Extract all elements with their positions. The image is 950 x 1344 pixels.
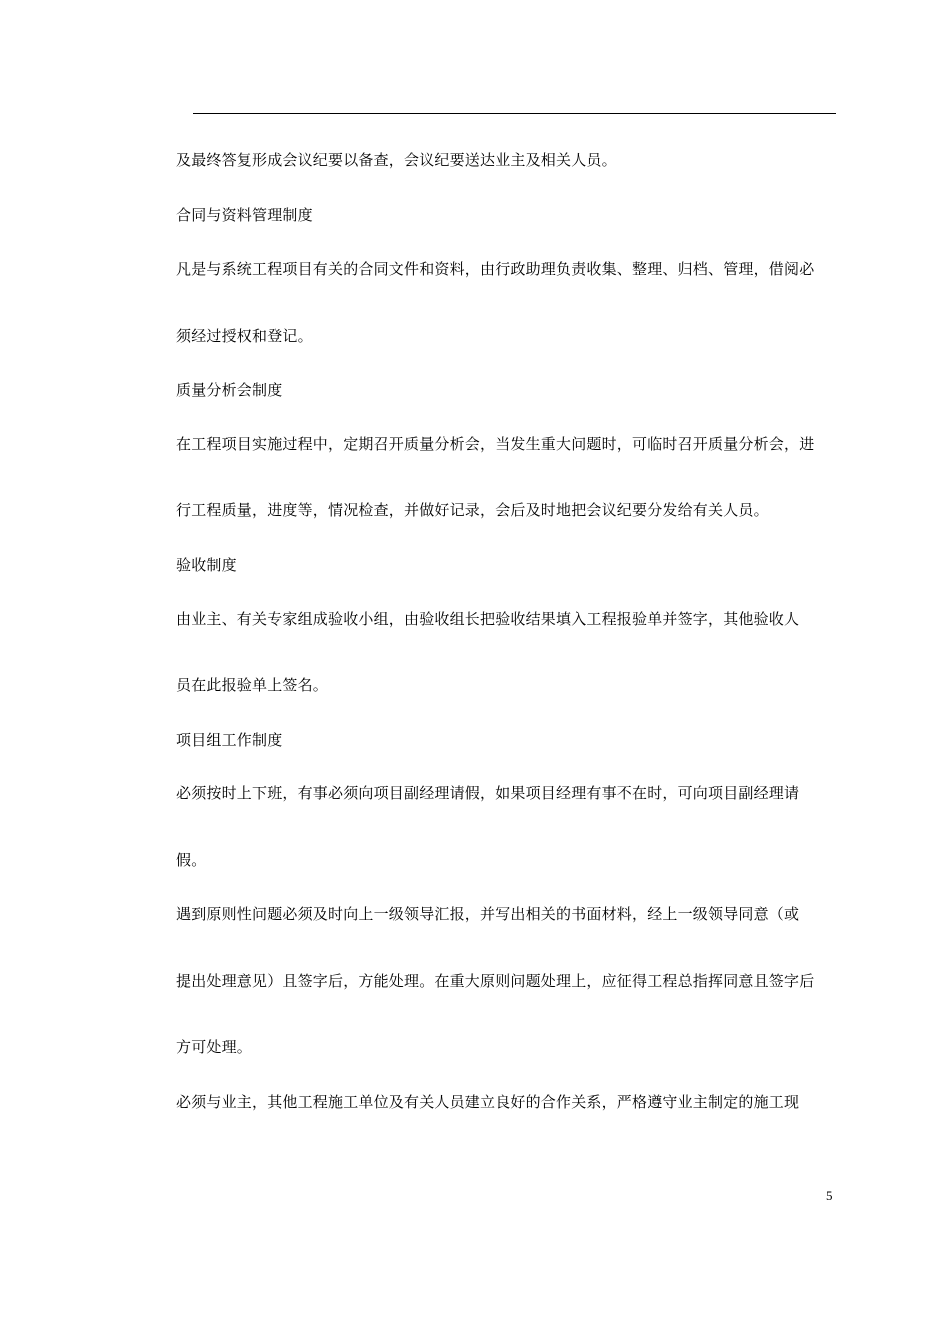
paragraph-line: 必须与业主，其他工程施工单位及有关人员建立良好的合作关系，严格遵守业主制定的施工现 [176, 1093, 800, 1111]
paragraph-line: 方可处理。 [176, 1038, 253, 1056]
paragraph-line: 行工程质量，进度等，情况检查，并做好记录，会后及时地把会议纪要分发给有关人员。 [176, 501, 769, 519]
paragraph-line: 及最终答复形成会议纪要以备查，会议纪要送达业主及相关人员。 [176, 151, 617, 169]
page-number: 5 [826, 1188, 833, 1203]
section-heading: 验收制度 [176, 556, 237, 574]
paragraph-line: 员在此报验单上签名。 [176, 676, 329, 694]
header-rule [193, 113, 836, 114]
section-heading: 合同与资料管理制度 [176, 206, 313, 224]
paragraph-line: 在工程项目实施过程中，定期召开质量分析会，当发生重大问题时，可临时召开质量分析会，进 [176, 435, 815, 453]
paragraph-line: 提出处理意见）且签字后，方能处理。在重大原则问题处理上，应征得工程总指挥同意且签字后 [176, 972, 815, 990]
paragraph-line: 遇到原则性问题必须及时向上一级领导汇报，并写出相关的书面材料，经上一级领导同意（或 [176, 905, 800, 923]
paragraph-line: 假。 [176, 851, 207, 869]
paragraph-line: 由业主、有关专家组成验收小组，由验收组长把验收结果填入工程报验单并签字，其他验收人 [176, 610, 800, 628]
paragraph-line: 必须按时上下班，有事必须向项目副经理请假，如果项目经理有事不在时，可向项目副经理请 [176, 784, 800, 802]
section-heading: 质量分析会制度 [176, 381, 283, 399]
section-heading: 项目组工作制度 [176, 731, 283, 749]
paragraph-line: 凡是与系统工程项目有关的合同文件和资料，由行政助理负责收集、整理、归档、管理，借阅必 [176, 260, 815, 278]
paragraph-line: 须经过授权和登记。 [176, 327, 313, 345]
